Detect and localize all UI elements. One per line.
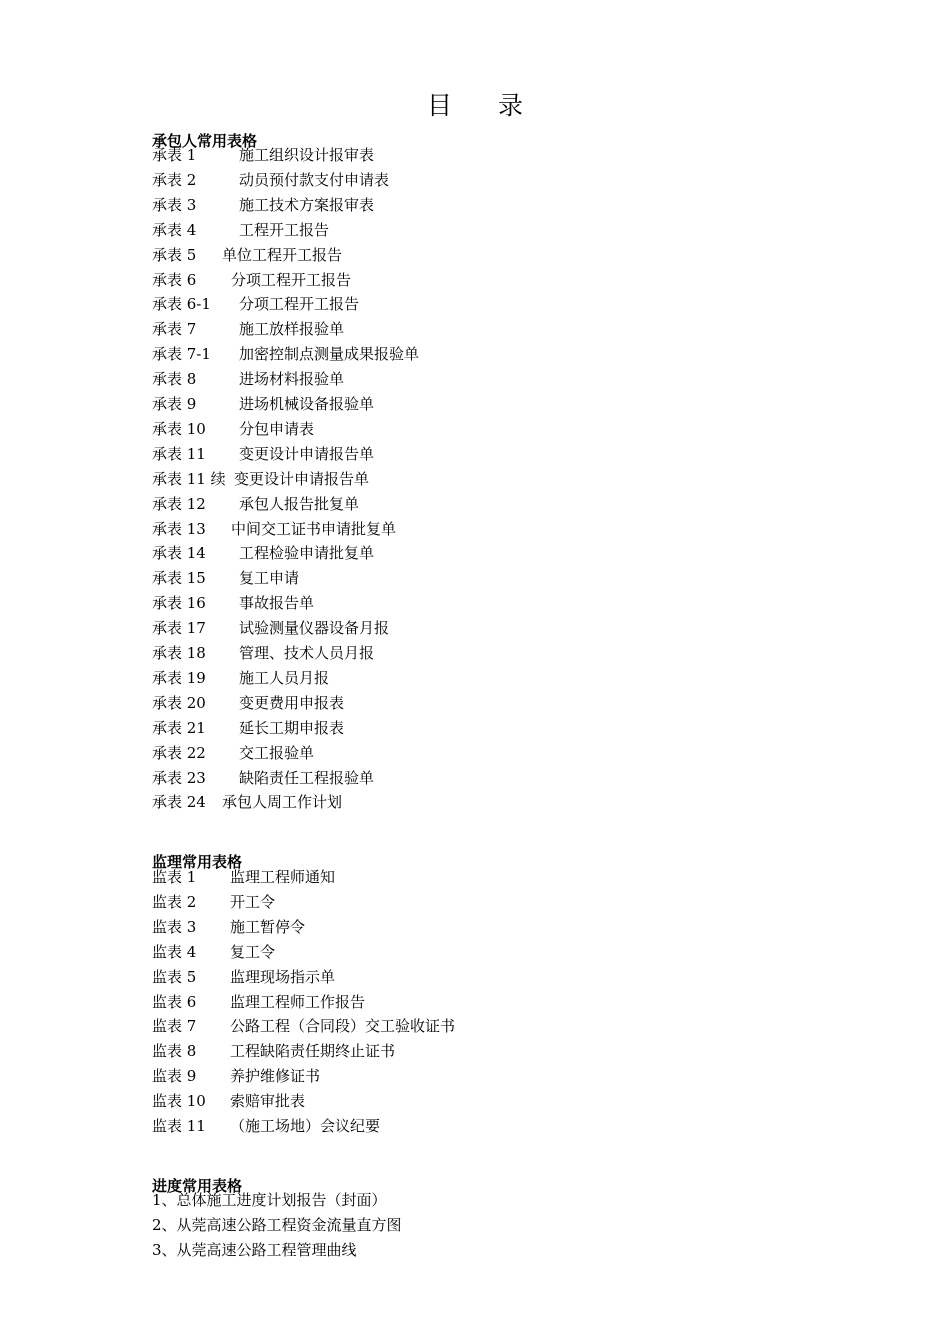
form-code: 承表 14 (152, 544, 206, 563)
toc-entry (152, 195, 752, 215)
toc-entry (152, 344, 752, 364)
form-code: 承表 11 续 (152, 469, 226, 488)
form-title: 施工组织设计报审表 (239, 146, 375, 164)
toc-entry (152, 319, 752, 339)
toc-entry (152, 668, 752, 688)
form-title: 变更费用申报表 (239, 693, 345, 712)
form-title: 养护维修证书 (230, 1067, 321, 1086)
form-code: 承表 7 (152, 320, 197, 339)
form-code: 承表 4 (152, 220, 197, 239)
form-code: 承表 18 (152, 644, 206, 662)
form-code: 承表 13 (152, 519, 206, 538)
form-code: 承表 17 (152, 619, 206, 638)
form-code: 承表 20 (152, 693, 206, 712)
form-title: 试验测量仪器设备月报 (239, 619, 390, 638)
toc-entry (152, 693, 752, 713)
form-title: 变更设计申请报告单 (234, 469, 370, 488)
form-title: 2、从莞高速公路工程资金流量直方图 (152, 1215, 402, 1234)
form-code: 承表 7-1 (152, 345, 211, 364)
toc-entry (152, 294, 752, 314)
form-title: 加密控制点测量成果报验单 (239, 345, 420, 364)
form-code: 承表 11 (152, 444, 206, 463)
toc-entry (152, 1016, 752, 1036)
form-title: 事故报告单 (239, 594, 315, 613)
form-title: 延长工期申报表 (239, 718, 345, 737)
form-code: 监表 11 (152, 1117, 206, 1135)
form-title: （施工场地）会议纪要 (230, 1117, 381, 1135)
toc-entry (152, 917, 752, 937)
form-title: 索赔审批表 (230, 1092, 306, 1111)
title-char-2: 录 (498, 91, 524, 120)
form-code: 承表 24 (152, 793, 206, 812)
toc-entry (152, 967, 752, 987)
form-title: 承包人报告批复单 (239, 494, 360, 513)
toc-entry (152, 768, 752, 788)
form-code: 承表 23 (152, 768, 206, 787)
toc-entry (152, 593, 752, 613)
form-title: 进场机械设备报验单 (239, 395, 375, 413)
toc-entry (152, 743, 752, 763)
toc-entry (152, 1240, 752, 1260)
toc-entry (152, 792, 752, 812)
toc-entry (152, 1190, 752, 1210)
form-code: 承表 21 (152, 718, 206, 737)
form-title: 分项工程开工报告 (231, 270, 352, 289)
toc-entry (152, 519, 752, 539)
toc-entry (152, 992, 752, 1012)
form-code: 承表 8 (152, 370, 197, 389)
form-code: 监表 6 (152, 992, 197, 1011)
form-code: 承表 22 (152, 743, 206, 762)
form-title: 施工暂停令 (230, 917, 306, 936)
form-code: 承表 2 (152, 170, 197, 189)
form-code: 承表 6 (152, 270, 197, 289)
toc-entry (152, 1066, 752, 1086)
form-title: 公路工程（合同段）交工验收证书 (230, 1017, 456, 1036)
form-title: 动员预付款支付申请表 (239, 170, 390, 189)
form-title: 监理工程师通知 (230, 868, 336, 886)
toc-entry (152, 543, 752, 563)
toc-entry (152, 245, 752, 265)
form-code: 监表 10 (152, 1092, 206, 1111)
form-code: 承表 19 (152, 668, 206, 687)
toc-entry (152, 369, 752, 389)
form-title: 单位工程开工报告 (222, 245, 343, 264)
toc-entry (152, 1215, 752, 1235)
form-title: 复工申请 (239, 569, 300, 588)
form-title: 承包人周工作计划 (222, 793, 343, 812)
form-title: 监理现场指示单 (230, 967, 336, 986)
toc-entry (152, 867, 752, 887)
toc-entry (152, 942, 752, 962)
form-code: 监表 7 (152, 1017, 197, 1036)
toc-entry (152, 718, 752, 738)
toc-entry (152, 1041, 752, 1061)
toc-entry (152, 444, 752, 464)
form-code: 承表 3 (152, 195, 197, 214)
form-code: 监表 8 (152, 1042, 197, 1061)
form-code: 承表 9 (152, 395, 197, 413)
toc-entry (152, 469, 752, 489)
form-title: 中间交工证书申请批复单 (231, 519, 397, 538)
form-title: 3、从莞高速公路工程管理曲线 (152, 1240, 357, 1259)
form-code: 承表 16 (152, 594, 206, 613)
form-code: 承表 5 (152, 245, 197, 264)
section-heading: 监理常用表格 (152, 853, 243, 871)
form-title: 监理工程师工作报告 (230, 992, 366, 1011)
form-code: 承表 1 (152, 146, 197, 164)
form-title: 分项工程开工报告 (239, 295, 360, 314)
form-code: 监表 2 (152, 892, 197, 911)
toc-entry (152, 568, 752, 588)
toc-entry (152, 494, 752, 514)
form-code: 监表 5 (152, 967, 197, 986)
form-title: 工程检验申请批复单 (239, 544, 375, 563)
toc-entry (152, 1091, 752, 1111)
toc-entry (152, 170, 752, 190)
form-code: 承表 15 (152, 569, 206, 588)
form-title: 交工报验单 (239, 743, 315, 762)
form-code: 监表 3 (152, 917, 197, 936)
form-title: 工程开工报告 (239, 220, 330, 239)
toc-entry (152, 220, 752, 240)
form-title: 管理、技术人员月报 (239, 644, 375, 662)
page-title (0, 86, 950, 122)
form-code: 承表 6-1 (152, 295, 211, 314)
form-code: 监表 4 (152, 942, 197, 961)
form-title: 进场材料报验单 (239, 370, 345, 389)
toc-entry (152, 270, 752, 290)
form-title: 1、总体施工进度计划报告（封面） (152, 1191, 387, 1209)
toc-entry (152, 145, 752, 165)
toc-entry (152, 394, 752, 414)
form-title: 变更设计申请报告单 (239, 444, 375, 463)
form-code: 承表 10 (152, 419, 206, 438)
toc-entry (152, 618, 752, 638)
form-title: 施工人员月报 (239, 668, 330, 687)
form-title: 施工放样报验单 (239, 320, 345, 339)
toc-entry (152, 1116, 752, 1136)
form-title: 分包申请表 (239, 419, 315, 438)
form-code: 监表 1 (152, 868, 197, 886)
toc-entry (152, 892, 752, 912)
form-title: 施工技术方案报审表 (239, 195, 375, 214)
section-heading: 进度常用表格 (152, 1177, 243, 1195)
form-title: 复工令 (230, 942, 276, 961)
form-code: 监表 9 (152, 1067, 197, 1086)
form-code: 承表 12 (152, 494, 206, 513)
toc-entry (152, 643, 752, 663)
title-char-1: 目 (426, 91, 452, 120)
form-title: 开工令 (230, 892, 276, 911)
toc-entry (152, 419, 752, 439)
form-title: 工程缺陷责任期终止证书 (230, 1042, 396, 1061)
section-heading: 承包人常用表格 (152, 132, 258, 150)
form-title: 缺陷责任工程报验单 (239, 768, 375, 787)
